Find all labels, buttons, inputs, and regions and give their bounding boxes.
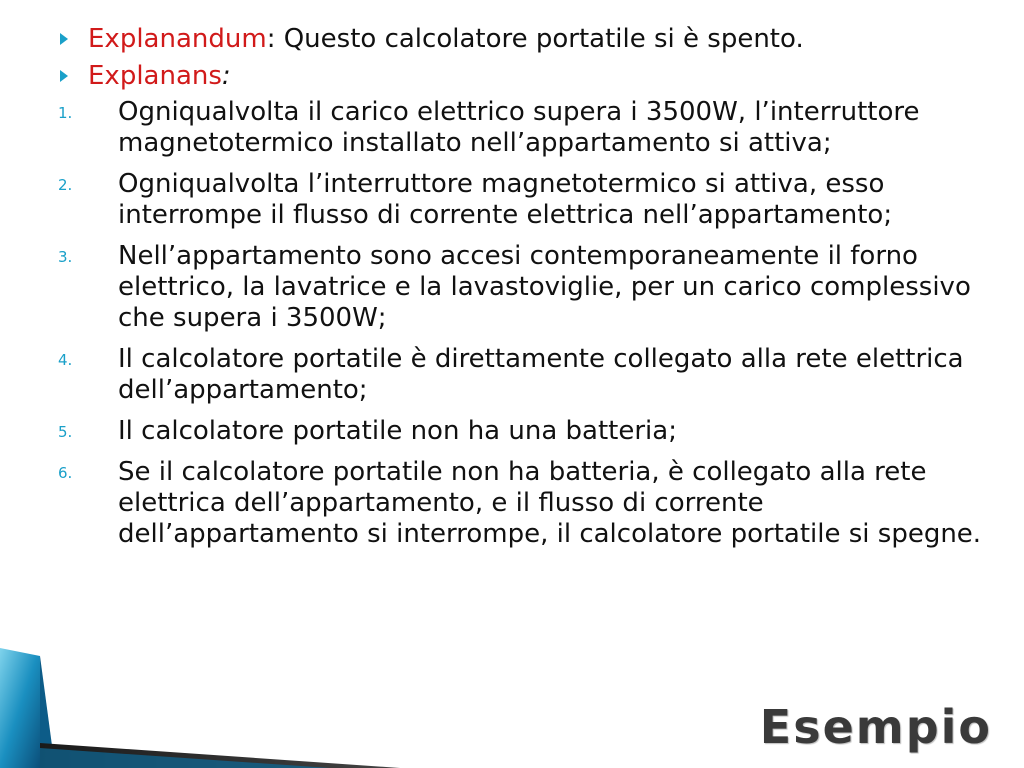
list-item <box>58 457 998 550</box>
list-item-text: Nell’appartamento sono accesi contemporaneamente il forno elettrico, la lavatrice e la lavastoviglie, per un carico complessivo che supera i 3500W; <box>118 241 971 333</box>
bullet-explanandum <box>58 22 998 56</box>
list-item <box>58 416 998 447</box>
list-item <box>58 241 998 334</box>
list-number: 4. <box>58 351 73 369</box>
list-number: 3. <box>58 248 73 266</box>
list-number: 1. <box>58 104 73 122</box>
list-item <box>58 97 998 159</box>
slide-content <box>58 22 998 560</box>
premise-list <box>58 97 998 550</box>
explanans-colon: : <box>221 61 231 91</box>
list-number: 2. <box>58 176 73 194</box>
list-item-text: Se il calcolatore portatile non ha batteria, è collegato alla rete elettrica dell’appartamento, e il flusso di corrente dell’appartamento si interrompe, il calcolatore portatile si spegne. <box>118 457 982 549</box>
list-item-text: Il calcolatore portatile non ha una batteria; <box>118 416 677 446</box>
slide-title: Esempio <box>759 700 992 754</box>
explanandum-term: Explanandum <box>88 24 267 54</box>
explanans-term: Explanans <box>88 61 222 91</box>
list-item <box>58 169 998 231</box>
explanandum-text: Questo calcolatore portatile si è spento. <box>275 24 804 54</box>
list-item <box>58 344 998 406</box>
list-item-text: Ogniqualvolta il carico elettrico supera i 3500W, l’interruttore magnetotermico installato nell’appartamento si attiva; <box>118 97 920 158</box>
list-number: 6. <box>58 464 73 482</box>
explanandum-colon: : <box>266 24 276 54</box>
arrow-right-icon <box>60 33 68 45</box>
corner-decoration <box>0 648 400 768</box>
arrow-right-icon <box>60 70 68 82</box>
list-item-text: Il calcolatore portatile è direttamente collegato alla rete elettrica dell’appartamento; <box>118 344 964 405</box>
list-item-text: Ogniqualvolta l’interruttore magnetotermico si attiva, esso interrompe il flusso di corrente elettrica nell’appartamento; <box>118 169 893 230</box>
bullet-explanans <box>58 59 998 93</box>
list-number: 5. <box>58 423 73 441</box>
